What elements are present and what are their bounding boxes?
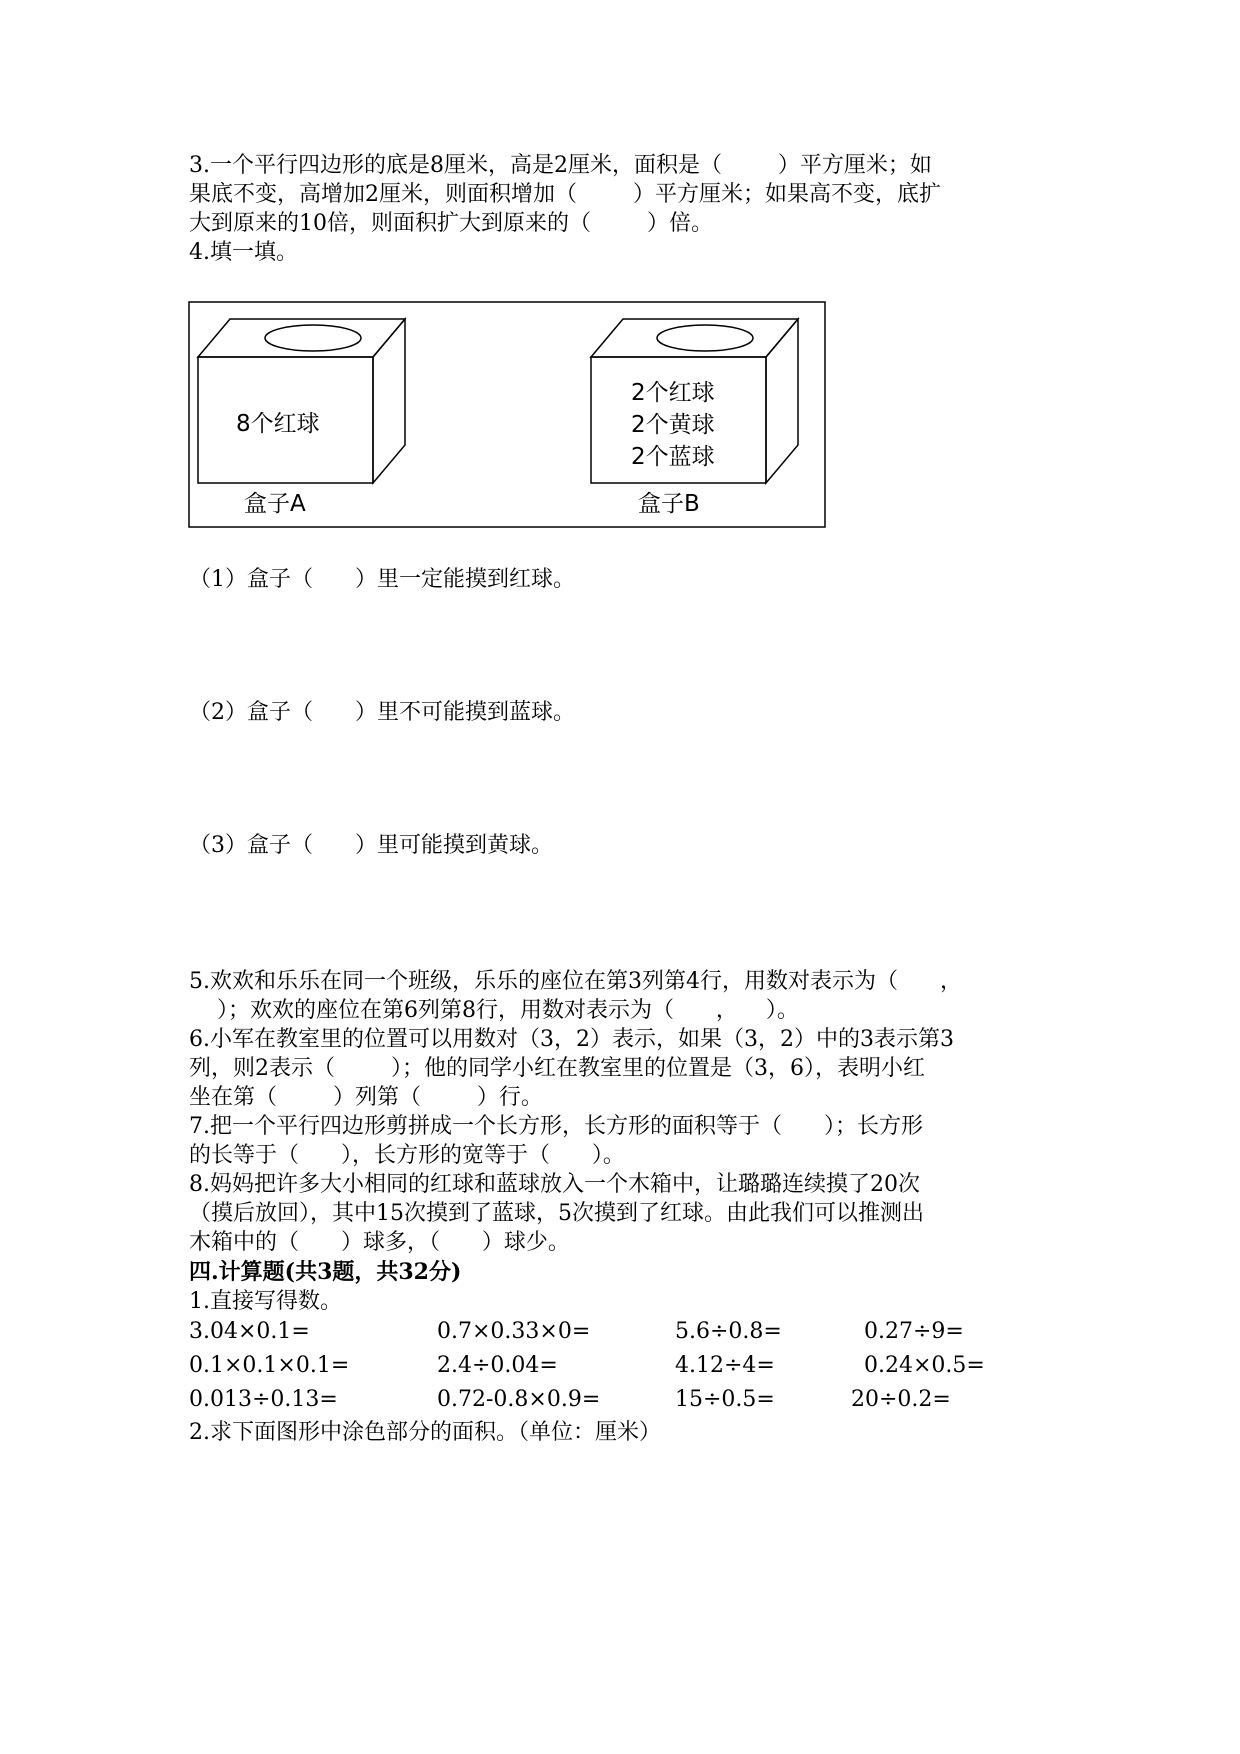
calc-item: 0.013÷0.13= (189, 1387, 338, 1412)
q4-sub-1: （1）盒子（ ）里一定能摸到红球。 (189, 567, 575, 592)
q4-sub-2: （2）盒子（ ）里不可能摸到蓝球。 (189, 700, 575, 725)
q7-line-1: 7.把一个平行四边形剪拼成一个长方形，长方形的面积等于（ ）；长方形 (189, 1114, 923, 1139)
q6-line-2: 列，则2表示（ ）；他的同学小红在教室里的位置是（3，6），表明小红 (189, 1056, 925, 1081)
calc-item: 15÷0.5= (675, 1387, 775, 1412)
box-a-side (373, 319, 405, 483)
q3-line-3: 大到原来的10倍，则面积扩大到原来的（ ）倍。 (189, 211, 713, 236)
q4-sub-3: （3）盒子（ ）里可能摸到黄球。 (189, 833, 553, 858)
section-heading: 四.计算题(共3题，共32分) (189, 1259, 462, 1285)
box-b-opening (657, 325, 753, 351)
box-a-opening (265, 325, 361, 351)
calc-q2-title: 2.求下面图形中涂色部分的面积。（单位：厘米） (189, 1420, 661, 1445)
calc-q1-title: 1.直接写得数。 (189, 1289, 342, 1314)
q3-line-2: 果底不变，高增加2厘米，则面积增加（ ）平方厘米；如果高不变，底扩 (189, 182, 941, 207)
calc-item: 0.27÷9= (864, 1319, 964, 1344)
calc-item: 20÷0.2= (851, 1387, 951, 1412)
box-b-content-2: 2个黄球 (631, 412, 715, 438)
q6-line-3: 坐在第（ ）列第（ ）行。 (189, 1085, 543, 1110)
q4-box-figure (188, 301, 828, 530)
q7-line-2: 的长等于（ ），长方形的宽等于（ ）。 (189, 1143, 625, 1168)
calc-item: 0.72-0.8×0.9= (437, 1387, 601, 1412)
box-b-side (766, 319, 798, 483)
calc-item: 3.04×0.1= (189, 1319, 310, 1344)
calc-item: 0.1×0.1×0.1= (189, 1353, 350, 1378)
calc-item: 2.4÷0.04= (437, 1353, 558, 1378)
q8-line-1: 8.妈妈把许多大小相同的红球和蓝球放入一个木箱中，让璐璐连续摸了20次 (189, 1172, 920, 1197)
q4-title: 4.填一填。 (189, 240, 298, 265)
box-a-caption: 盒子A (244, 491, 306, 517)
box-b-content-1: 2个红球 (631, 380, 715, 406)
calc-item: 0.24×0.5= (864, 1353, 985, 1378)
calc-item: 4.12÷4= (675, 1353, 775, 1378)
calc-item: 0.7×0.33×0= (437, 1319, 591, 1344)
q8-line-3: 木箱中的（ ）球多，（ ）球少。 (189, 1230, 570, 1255)
calc-item: 5.6÷0.8= (675, 1319, 782, 1344)
box-b-caption: 盒子B (638, 491, 700, 517)
q3-line-1: 3.一个平行四边形的底是8厘米，高是2厘米，面积是（ ）平方厘米；如 (189, 153, 932, 178)
box-a-drawing (198, 319, 405, 483)
box-a-content-1: 8个红球 (236, 411, 320, 437)
q6-line-1: 6.小军在教室里的位置可以用数对（3，2）表示，如果（3，2）中的3表示第3 (189, 1027, 954, 1052)
box-b-content-3: 2个蓝球 (631, 444, 715, 470)
q5-line-1: 5.欢欢和乐乐在同一个班级，乐乐的座位在第3列第4行，用数对表示为（ ， (189, 969, 962, 994)
q5-line-2: ）；欢欢的座位在第6列第8行，用数对表示为（ ， ）。 (189, 998, 799, 1023)
q8-line-2: （摸后放回），其中15次摸到了蓝球，5次摸到了红球。由此我们可以推测出 (189, 1201, 924, 1226)
